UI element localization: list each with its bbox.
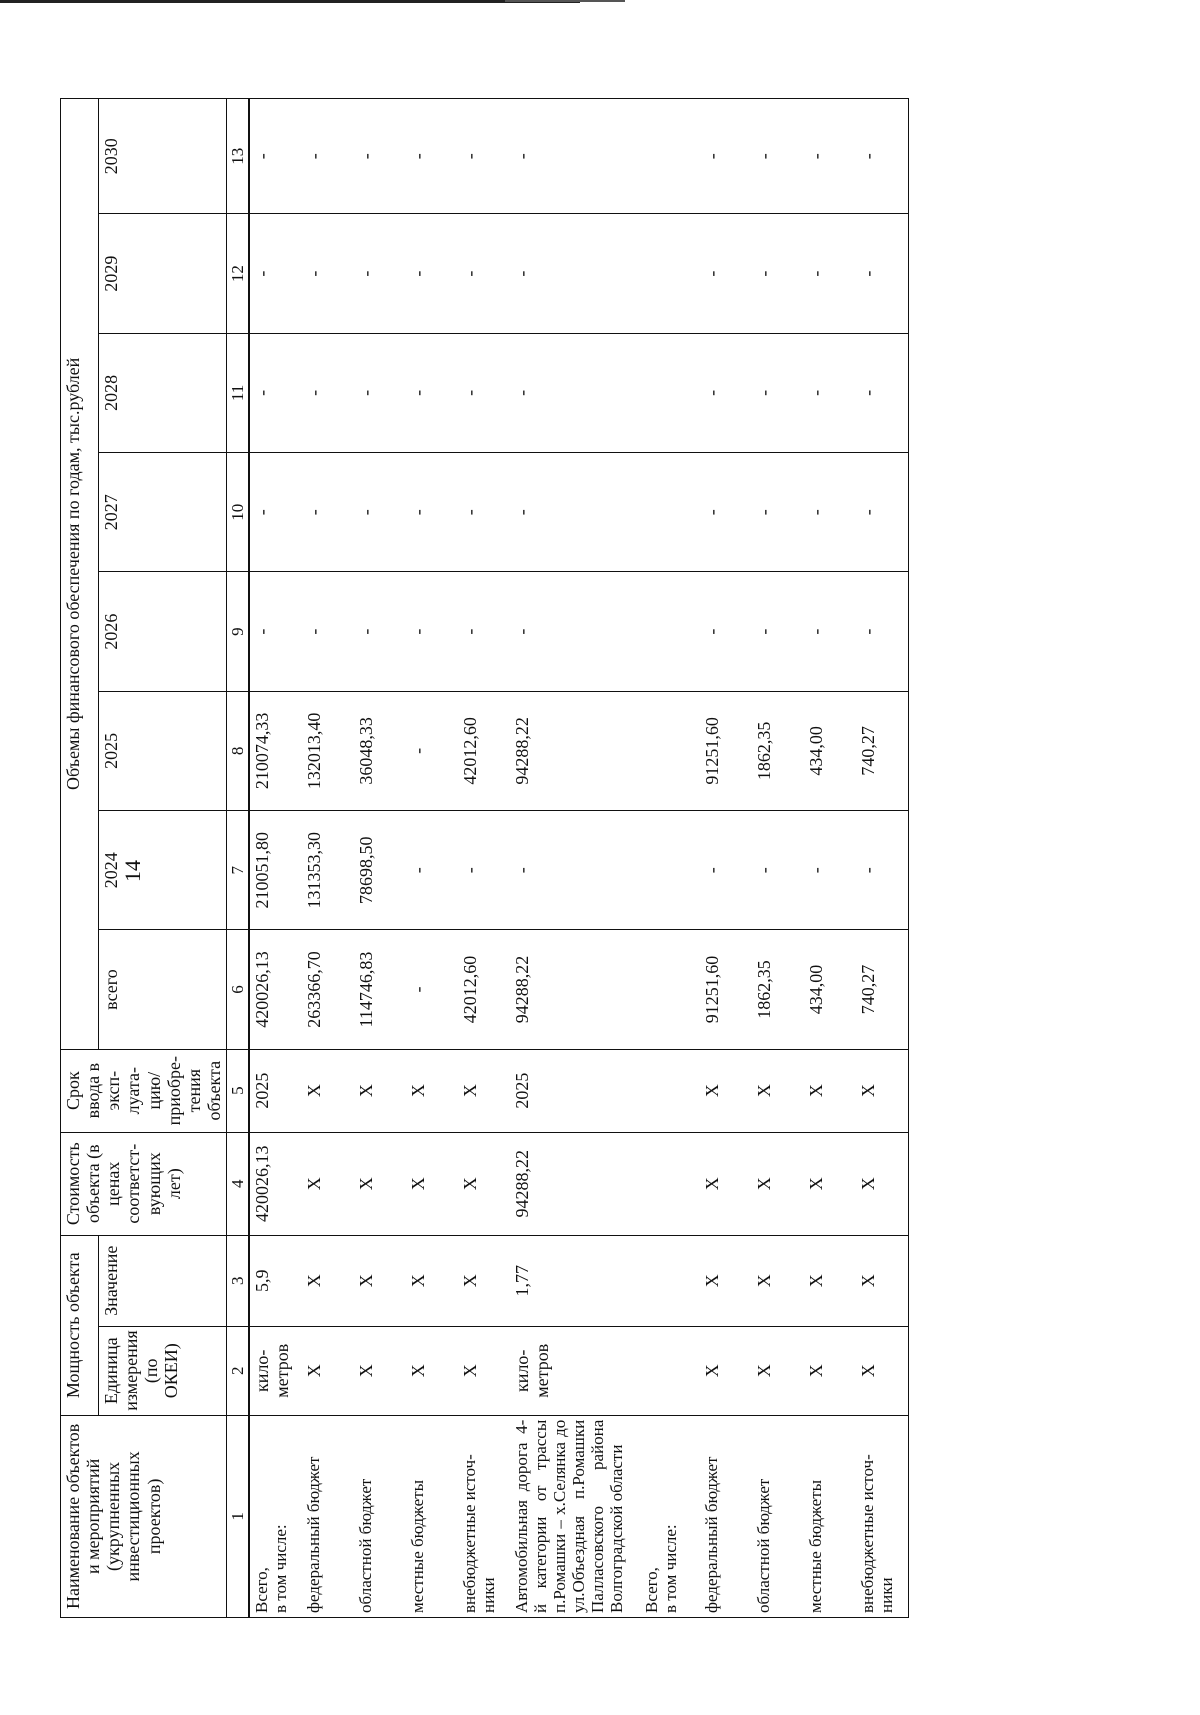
header-year-2027: 2027	[98, 453, 227, 572]
table-cell: -	[856, 811, 909, 930]
table-cell: -	[752, 453, 804, 572]
table-cell: -	[510, 572, 640, 691]
table-cell: -	[804, 453, 856, 572]
table-cell: -	[804, 214, 856, 333]
table-cell: -	[804, 99, 856, 214]
table-cell: -	[804, 811, 856, 930]
table-cell: 434,00	[804, 930, 856, 1049]
column-number: 2	[227, 1326, 250, 1415]
table-cell	[640, 691, 700, 810]
header-total: всего	[98, 930, 227, 1049]
table-cell: X	[354, 1326, 406, 1415]
table-cell: -	[406, 453, 458, 572]
table-cell: -	[700, 214, 752, 333]
column-number: 7	[227, 811, 250, 930]
table-cell: X	[458, 1235, 510, 1326]
table-cell: X	[856, 1049, 909, 1132]
table-cell: -	[354, 453, 406, 572]
table-cell: -	[856, 99, 909, 214]
table-cell: X	[700, 1326, 752, 1415]
table-cell: 2025	[249, 1049, 302, 1132]
header-unit: Единица измерения (по ОКЕИ)	[98, 1326, 227, 1415]
scan-edge-line-2	[505, 0, 625, 2]
table-cell: X	[458, 1049, 510, 1132]
table-cell: -	[510, 99, 640, 214]
header-year-2029: 2029	[98, 214, 227, 333]
table-cell: -	[458, 333, 510, 452]
table-cell: X	[752, 1326, 804, 1415]
table-cell: -	[406, 214, 458, 333]
column-number: 3	[227, 1235, 250, 1326]
column-number: 1	[227, 1415, 250, 1617]
column-number: 6	[227, 930, 250, 1049]
table-cell: -	[302, 572, 354, 691]
row-name-cell: федеральный бюджет	[700, 1415, 752, 1617]
table-cell: -	[249, 333, 302, 452]
row-name-cell: местные бюджеты	[406, 1415, 458, 1617]
table-cell: -	[406, 691, 458, 810]
row-name-cell: Автомобильная дорога 4-й категории от трассы п.Ромашки – х.Селянка до ул.Объездная п.Ромашки Палласовского района Волгоградской области	[510, 1415, 640, 1617]
table-row	[640, 99, 700, 1618]
header-year-2025: 2025	[98, 691, 227, 810]
table-cell: X	[856, 1326, 909, 1415]
table-cell: 91251,60	[700, 691, 752, 810]
header-deadline: Срок ввода в эксп-луата-цию/ приобре-тения объекта	[61, 1049, 227, 1132]
table-cell: X	[804, 1326, 856, 1415]
table-row	[804, 99, 856, 1618]
table-cell: -	[406, 930, 458, 1049]
table-row	[354, 99, 406, 1618]
table-row	[406, 99, 458, 1618]
table-cell: X	[302, 1235, 354, 1326]
row-name-cell: внебюджетные источ-ники	[856, 1415, 909, 1617]
header-volumes: Объемы финансового обеспечения по годам, тыс.рублей	[61, 99, 99, 1050]
table-cell: X	[752, 1132, 804, 1235]
table-cell: 210074,33	[249, 691, 302, 810]
table-row	[700, 99, 752, 1618]
table-cell: X	[700, 1049, 752, 1132]
table-cell: -	[406, 99, 458, 214]
table-cell	[640, 453, 700, 572]
table-cell: X	[856, 1132, 909, 1235]
table-cell: -	[804, 572, 856, 691]
header-year-2028: 2028	[98, 333, 227, 452]
table-cell: -	[406, 811, 458, 930]
header-cost: Стоимость объекта (в ценах соответст-вующих лет)	[61, 1132, 227, 1235]
table-cell: 740,27	[856, 930, 909, 1049]
table-cell: -	[752, 333, 804, 452]
table-cell: -	[354, 572, 406, 691]
table-cell: -	[700, 453, 752, 572]
table-cell: -	[510, 811, 640, 930]
header-year-2026: 2026	[98, 572, 227, 691]
scan-edge-line	[0, 0, 580, 3]
row-name-cell: Всего, в том числе:	[249, 1415, 302, 1617]
table-cell: X	[354, 1049, 406, 1132]
table-cell: -	[700, 811, 752, 930]
table-cell: 36048,33	[354, 691, 406, 810]
table-cell: кило- метров	[510, 1326, 640, 1415]
table-cell	[640, 333, 700, 452]
table-cell: -	[354, 333, 406, 452]
table-cell: 210051,80	[249, 811, 302, 930]
header-name: Наименование объектов и мероприятий (укрупненных инвестиционных проектов)	[61, 1415, 227, 1617]
row-name-cell: федеральный бюджет	[302, 1415, 354, 1617]
table-cell: -	[856, 453, 909, 572]
table-cell: -	[856, 572, 909, 691]
table-cell: -	[510, 453, 640, 572]
table-cell: X	[406, 1326, 458, 1415]
table-cell	[640, 99, 700, 214]
table-cell: X	[406, 1132, 458, 1235]
table-cell: -	[406, 333, 458, 452]
table-cell: X	[354, 1235, 406, 1326]
table-cell	[640, 1235, 700, 1326]
table-cell: 94288,22	[510, 1132, 640, 1235]
table-cell: -	[249, 99, 302, 214]
table-cell: 1862,35	[752, 930, 804, 1049]
column-number: 8	[227, 691, 250, 810]
table-row	[458, 99, 510, 1618]
table-cell: -	[302, 333, 354, 452]
table-cell: X	[752, 1235, 804, 1326]
column-number: 10	[227, 453, 250, 572]
table-cell: -	[249, 453, 302, 572]
row-name-cell: местные бюджеты	[804, 1415, 856, 1617]
page-number: 14	[120, 860, 145, 882]
table-cell: 420026,13	[249, 1132, 302, 1235]
table-body	[249, 99, 909, 1618]
header-capacity: Мощность объекта	[61, 1235, 99, 1415]
table-cell: -	[700, 333, 752, 452]
table-cell: X	[406, 1049, 458, 1132]
table-cell	[640, 214, 700, 333]
table-cell: -	[856, 333, 909, 452]
row-name-cell: областной бюджет	[752, 1415, 804, 1617]
table-row	[249, 99, 302, 1618]
table-cell: -	[458, 99, 510, 214]
table-cell: 42012,60	[458, 930, 510, 1049]
table-cell: X	[804, 1049, 856, 1132]
table-cell: -	[700, 99, 752, 214]
column-number-row	[227, 99, 250, 1618]
table-cell: -	[406, 572, 458, 691]
table-cell: 114746,83	[354, 930, 406, 1049]
column-number: 11	[227, 333, 250, 452]
table-cell: -	[752, 811, 804, 930]
table-cell: -	[458, 811, 510, 930]
table-row	[510, 99, 640, 1618]
table-cell: -	[458, 214, 510, 333]
table-cell: X	[302, 1326, 354, 1415]
table-cell: 420026,13	[249, 930, 302, 1049]
table-cell: -	[700, 572, 752, 691]
table-cell: X	[752, 1049, 804, 1132]
table-cell: X	[700, 1235, 752, 1326]
table-cell: X	[804, 1235, 856, 1326]
table-row	[856, 99, 909, 1618]
row-name-cell: Всего, в том числе:	[640, 1415, 700, 1617]
table-cell: 2025	[510, 1049, 640, 1132]
column-number: 9	[227, 572, 250, 691]
table-cell: 1,77	[510, 1235, 640, 1326]
table-cell: -	[752, 214, 804, 333]
column-number: 12	[227, 214, 250, 333]
column-number: 5	[227, 1049, 250, 1132]
table-cell: 131353,30	[302, 811, 354, 930]
table-cell: 132013,40	[302, 691, 354, 810]
table-cell	[640, 572, 700, 691]
table-cell: -	[804, 333, 856, 452]
table-cell: X	[458, 1132, 510, 1235]
column-number: 13	[227, 99, 250, 214]
table-cell: -	[856, 214, 909, 333]
row-name-cell: внебюджетные источ-ники	[458, 1415, 510, 1617]
table-cell: -	[249, 214, 302, 333]
table-cell: 42012,60	[458, 691, 510, 810]
table-cell: X	[700, 1132, 752, 1235]
table-cell: -	[458, 453, 510, 572]
table-cell: 91251,60	[700, 930, 752, 1049]
table-row	[302, 99, 354, 1618]
table-cell: -	[752, 99, 804, 214]
table-cell: X	[302, 1132, 354, 1235]
table-cell: 740,27	[856, 691, 909, 810]
table-cell: X	[804, 1132, 856, 1235]
table-cell: -	[752, 572, 804, 691]
table-cell: -	[510, 333, 640, 452]
header-year-2030: 2030	[98, 99, 227, 214]
table-cell: 263366,70	[302, 930, 354, 1049]
table-cell: 94288,22	[510, 930, 640, 1049]
table-cell: 434,00	[804, 691, 856, 810]
table-cell: X	[406, 1235, 458, 1326]
table-cell: -	[458, 572, 510, 691]
table-cell: X	[856, 1235, 909, 1326]
header-year-2024: 2024	[98, 811, 227, 930]
table-cell: -	[302, 214, 354, 333]
table-cell	[640, 1326, 700, 1415]
table-cell: -	[354, 214, 406, 333]
table-cell: -	[510, 214, 640, 333]
table-cell: X	[458, 1326, 510, 1415]
table-cell: -	[249, 572, 302, 691]
table-cell: X	[354, 1132, 406, 1235]
table-cell: -	[302, 453, 354, 572]
table-cell	[640, 930, 700, 1049]
table-cell: -	[302, 99, 354, 214]
table-cell: 94288,22	[510, 691, 640, 810]
table-cell: 5,9	[249, 1235, 302, 1326]
table-cell: X	[302, 1049, 354, 1132]
table-cell	[640, 1132, 700, 1235]
table-cell	[640, 1049, 700, 1132]
row-name-cell: областной бюджет	[354, 1415, 406, 1617]
table-row	[752, 99, 804, 1618]
financing-table	[60, 98, 909, 1618]
column-number: 4	[227, 1132, 250, 1235]
table-cell: кило- метров	[249, 1326, 302, 1415]
header-value: Значение	[98, 1235, 227, 1326]
table-cell	[640, 811, 700, 930]
table-cell: 78698,50	[354, 811, 406, 930]
table-cell: 1862,35	[752, 691, 804, 810]
rotated-table-container	[60, 98, 1140, 1618]
table-cell: -	[354, 99, 406, 214]
